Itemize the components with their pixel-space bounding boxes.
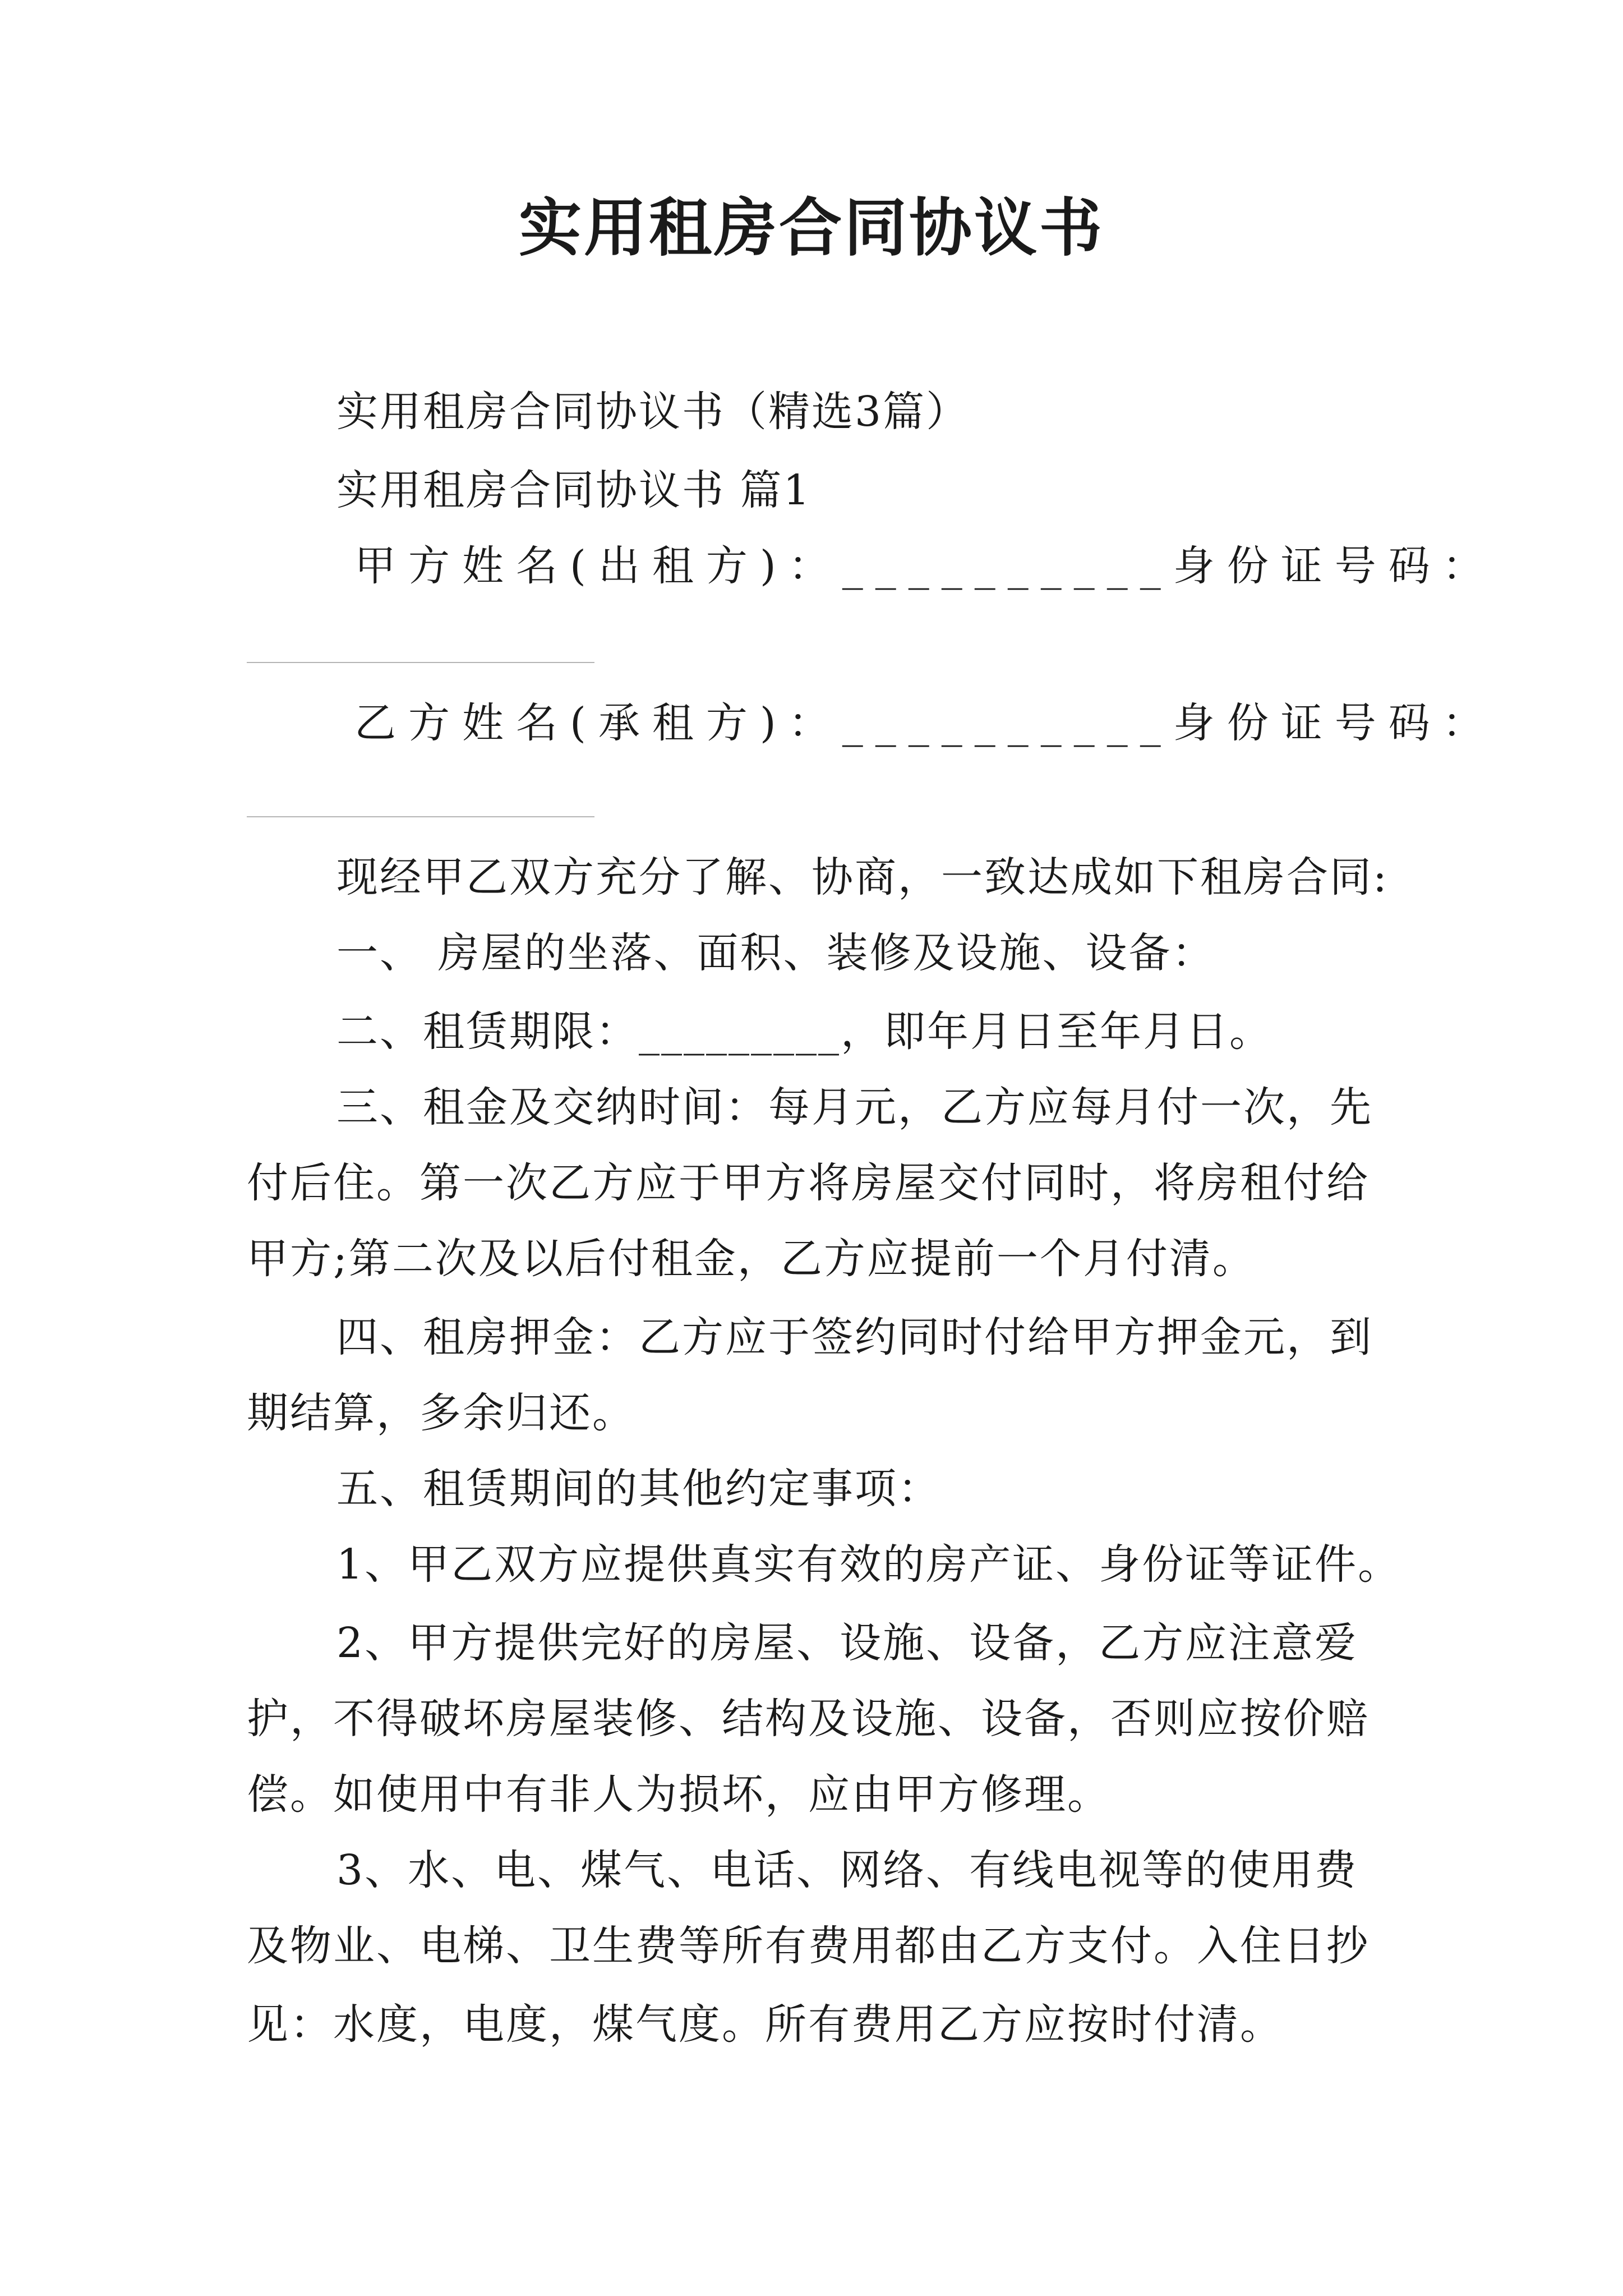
item-2-line-2: 护，不得破坏房屋装修、结构及设施、设备，否则应按价赔 — [247, 1695, 1370, 1743]
clause-1: 一、 房屋的坐落、面积、装修及设施、设备： — [336, 929, 1215, 977]
item-1: 1、甲乙双方应提供真实有效的房产证、身份证等证件。 — [336, 1540, 1401, 1589]
party-b-id-blank — [247, 816, 594, 817]
clause-4-line-2: 期结算，多余归还。 — [247, 1389, 635, 1437]
document-subtitle: 实用租房合同协议书（精选3篇） — [336, 388, 970, 436]
item-3-line-1: 3、水、电、煤气、电话、网络、有线电视等的使用费 — [336, 1846, 1358, 1894]
item-2-line-3: 偿。如使用中有非人为损坏，应由甲方修理。 — [247, 1770, 1110, 1819]
clause-4-line-1: 四、租房押金：乙方应于签约同时付给甲方押金元，到 — [336, 1313, 1373, 1361]
party-a-id-blank — [247, 662, 594, 663]
clause-5: 五、租赁期间的其他约定事项： — [336, 1465, 941, 1513]
clause-3-line-1: 三、租金及交纳时间：每月元，乙方应每月付一次，先 — [336, 1083, 1373, 1131]
party-b-line: 乙方姓名(承租方)：__________身份证号码： — [354, 699, 1496, 747]
clause-3-line-3: 甲方;第二次及以后付租金，乙方应提前一个月付清。 — [247, 1235, 1256, 1283]
clause-3-line-2: 付后住。第一次乙方应于甲方将房屋交付同时，将房租付给 — [247, 1159, 1370, 1207]
document-title: 实用租房合同协议书 — [519, 191, 1104, 265]
item-2-line-1: 2、甲方提供完好的房屋、设施、设备，乙方应注意爱 — [336, 1619, 1358, 1667]
section-heading: 实用租房合同协议书 篇1 — [336, 466, 811, 514]
intro-paragraph: 现经甲乙双方充分了解、协商，一致达成如下租房合同: — [336, 853, 1389, 901]
item-3-line-3: 见：水度，电度，煤气度。所有费用乙方应按时付清。 — [247, 2000, 1283, 2049]
item-3-line-2: 及物业、电梯、卫生费等所有费用都由乙方支付。入住日抄 — [247, 1922, 1370, 1970]
clause-2: 二、租赁期限：_________，即年月日至年月日。 — [336, 1007, 1272, 1056]
party-a-line: 甲方姓名(出租方)：__________身份证号码： — [354, 542, 1496, 590]
